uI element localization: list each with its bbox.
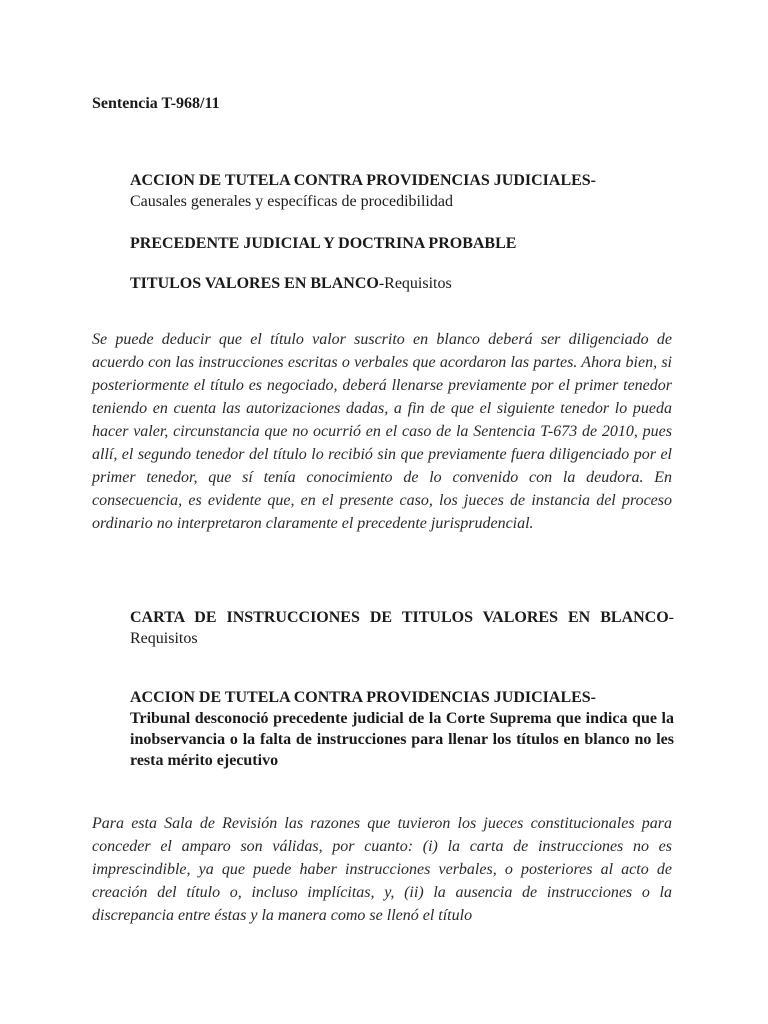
heading-titulos-blanco xyxy=(130,273,674,294)
paragraph-2: Para esta Sala de Revisión las razones que tuvieron los jueces constitucionales para conceder el amparo son válidas, por cuanto: (i) la carta de instrucciones no es imprescindible, ya que puede haber instrucciones verbales, o posteriores al acto de creación del título o, incluso implícitas, y, (ii) la ausencia de instrucciones o la discrepancia entre éstas y la manera como se llenó el título xyxy=(92,815,672,924)
heading-sub: -Requisitos xyxy=(130,609,674,647)
heading-sub: Causales generales y específicas de procedibilidad xyxy=(130,193,453,210)
heading-tutela-causales xyxy=(130,170,674,212)
heading-caps: CARTA DE INSTRUCCIONES DE TITULOS VALORES EN BLANCO xyxy=(130,609,669,626)
heading-carta-instrucciones xyxy=(130,607,674,649)
paragraph-1: Se puede deducir que el título valor suscrito en blanco deberá ser diligenciado de acuerdo con las instrucciones escritas o verbales que acordaron las partes. Ahora bien, si posteriormente el título es negociado, deberá llenarse previamente por el primer tenedor teniendo en cuenta las autorizaciones dadas, a fin de que el siguiente tenedor lo pueda hacer valer, circunstancia que no ocurrió en el caso de la Sentencia T-673 de 2010, pues allí, el segundo tenedor del título lo recibió sin que previamente fuera diligenciado por el primer tenedor, que sí tenía conocimiento de lo convenido con la deudora. En consecuencia, es evidente que, en el presente caso, los jueces de instancia del proceso ordinario no interpretaron claramente el precedente jurisprudencial. xyxy=(92,331,672,532)
heading-sub: Tribunal desconoció precedente judicial de la Corte Suprema que indica que la inobservancia o la falta de instrucciones para llenar los títulos en blanco no les resta mérito ejecutivo xyxy=(130,710,674,769)
heading-caps: ACCION DE TUTELA CONTRA PROVIDENCIAS JUDICIALES- xyxy=(130,172,597,189)
document-title: Sentencia T-968/11 xyxy=(92,95,220,112)
heading-precedente xyxy=(130,233,674,254)
heading-caps: TITULOS VALORES EN BLANCO xyxy=(130,275,379,292)
heading-caps: PRECEDENTE JUDICIAL Y DOCTRINA PROBABLE xyxy=(130,235,517,252)
heading-sub: -Requisitos xyxy=(378,275,452,292)
heading-caps: ACCION DE TUTELA CONTRA PROVIDENCIAS JUDICIALES- xyxy=(130,689,597,706)
heading-tutela-tribunal xyxy=(130,687,674,771)
